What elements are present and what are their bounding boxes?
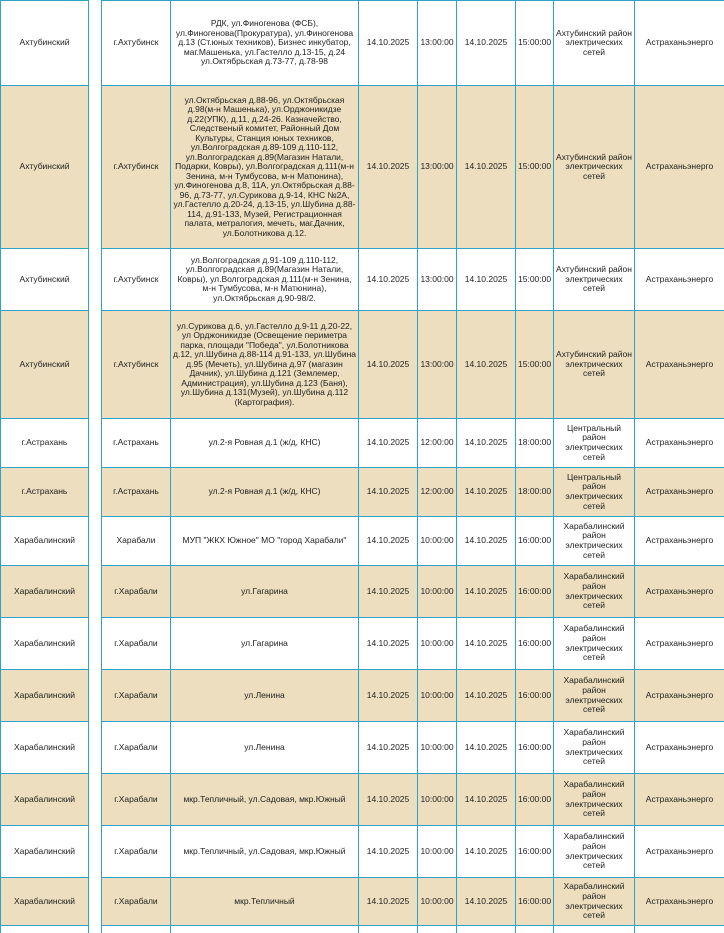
spacer-cell — [89, 419, 102, 468]
addresses-cell: мкр.Тепличный, ул.Садовая, мкр.Южный — [171, 826, 359, 878]
start-time-cell: 10:00:00 — [418, 774, 457, 826]
network-district-cell: Харабалинский район электрических сетей — [554, 566, 635, 618]
spacer-cell — [89, 926, 102, 933]
spacer-cell — [89, 86, 102, 249]
district-cell — [1, 926, 89, 933]
network-district-cell: Ахтубинский район электрических сетей — [554, 86, 635, 249]
city-cell: г.Ахтубинск — [102, 249, 171, 311]
city-cell: г.Харабали — [102, 826, 171, 878]
table-row — [1, 878, 724, 926]
start-time-cell: 10:00:00 — [418, 566, 457, 618]
network-district-cell: Харабалинский район электрических сетей — [554, 878, 635, 926]
end-time-cell: 16:00:00 — [516, 774, 554, 826]
district-cell: г.Астрахань — [1, 468, 89, 517]
company-cell: Астраханьэнерго — [635, 311, 724, 419]
spacer-cell — [89, 517, 102, 566]
addresses-cell: ул.Гагарина — [171, 618, 359, 670]
city-cell: г.Ахтубинск — [102, 311, 171, 419]
start-date-cell: 14.10.2025 — [359, 722, 418, 774]
table-row — [1, 926, 724, 933]
end-date-cell: 14.10.2025 — [457, 722, 516, 774]
table-row — [1, 468, 724, 517]
end-time-cell: 15:00:00 — [516, 86, 554, 249]
spacer-cell — [89, 878, 102, 926]
spacer-cell — [89, 774, 102, 826]
table-row — [1, 249, 724, 311]
end-time-cell: 16:00:00 — [516, 566, 554, 618]
addresses-cell: ул.2-я Ровная д.1 (ж/д, КНС) — [171, 468, 359, 517]
network-district-cell: Центральный район электрических сетей — [554, 419, 635, 468]
city-cell — [102, 926, 171, 933]
end-date-cell: 14.10.2025 — [457, 311, 516, 419]
company-cell: Астраханьэнерго — [635, 670, 724, 722]
network-district-cell: Харабалинский район электрических сетей — [554, 670, 635, 722]
district-cell: Ахтубинский — [1, 1, 89, 86]
district-cell: Ахтубинский — [1, 311, 89, 419]
start-date-cell: 14.10.2025 — [359, 311, 418, 419]
addresses-cell: мкр.Тепличный — [171, 878, 359, 926]
company-cell: Астраханьэнерго — [635, 468, 724, 517]
table-row — [1, 722, 724, 774]
start-date-cell: 14.10.2025 — [359, 774, 418, 826]
addresses-cell: ул.Сурикова д.6, ул.Гастелло д.9-11 д.20-22, ул Орджоникидзе (Освещение периметра парка, площади "Победа", ул.Болотникова д.12, ул.Шубина д.88-114 д.91-133, ул.Шубина д.95 (Мечеть), ул.Шубина д.97 (магазин Дачник), ул.Шубина д.121 (Землемер, Администрация), ул.Шубина д.123 (Баня), ул.Шубина д.131(Музей), ул.Шубина д.112 (Картография). — [171, 311, 359, 419]
start-time-cell: 10:00:00 — [418, 670, 457, 722]
end-time-cell: 16:00:00 — [516, 618, 554, 670]
end-time-cell: 15:00:00 — [516, 1, 554, 86]
addresses-cell: ул.2-я Ровная д.1 (ж/д, КНС) — [171, 419, 359, 468]
city-cell: Харабали — [102, 517, 171, 566]
start-time-cell — [418, 926, 457, 933]
addresses-cell: ул.Ленина — [171, 722, 359, 774]
table-row — [1, 419, 724, 468]
spacer-cell — [89, 311, 102, 419]
table-row — [1, 1, 724, 86]
end-time-cell: 18:00:00 — [516, 468, 554, 517]
addresses-cell — [171, 926, 359, 933]
spacer-cell — [89, 566, 102, 618]
district-cell: Харабалинский — [1, 670, 89, 722]
end-date-cell: 14.10.2025 — [457, 86, 516, 249]
end-date-cell: 14.10.2025 — [457, 419, 516, 468]
company-cell: Астраханьэнерго — [635, 774, 724, 826]
end-date-cell: 14.10.2025 — [457, 1, 516, 86]
network-district-cell: Ахтубинский район электрических сетей — [554, 1, 635, 86]
end-date-cell: 14.10.2025 — [457, 468, 516, 517]
city-cell: г.Харабали — [102, 774, 171, 826]
city-cell: г.Харабали — [102, 722, 171, 774]
end-time-cell — [516, 926, 554, 933]
start-date-cell: 14.10.2025 — [359, 878, 418, 926]
spacer-cell — [89, 722, 102, 774]
addresses-cell: мкр.Тепличный, ул.Садовая, мкр.Южный — [171, 774, 359, 826]
end-date-cell: 14.10.2025 — [457, 826, 516, 878]
table-row — [1, 311, 724, 419]
spacer-cell — [89, 1, 102, 86]
district-cell: Ахтубинский — [1, 249, 89, 311]
addresses-cell: ул.Ленина — [171, 670, 359, 722]
network-district-cell: Ахтубинский район электрических сетей — [554, 311, 635, 419]
table-row — [1, 774, 724, 826]
district-cell: г.Астрахань — [1, 419, 89, 468]
city-cell: г.Астрахань — [102, 419, 171, 468]
table-row — [1, 670, 724, 722]
end-time-cell: 18:00:00 — [516, 419, 554, 468]
start-time-cell: 13:00:00 — [418, 311, 457, 419]
network-district-cell: Харабалинский район электрических сетей — [554, 618, 635, 670]
company-cell: Астраханьэнерго — [635, 249, 724, 311]
end-time-cell: 16:00:00 — [516, 517, 554, 566]
district-cell: Харабалинский — [1, 722, 89, 774]
network-district-cell: Харабалинский район электрических сетей — [554, 722, 635, 774]
company-cell: Астраханьэнерго — [635, 878, 724, 926]
start-date-cell: 14.10.2025 — [359, 86, 418, 249]
spacer-cell — [89, 468, 102, 517]
end-time-cell: 16:00:00 — [516, 878, 554, 926]
end-time-cell: 15:00:00 — [516, 249, 554, 311]
start-date-cell: 14.10.2025 — [359, 566, 418, 618]
start-date-cell: 14.10.2025 — [359, 468, 418, 517]
start-date-cell: 14.10.2025 — [359, 419, 418, 468]
spacer-cell — [89, 249, 102, 311]
end-date-cell: 14.10.2025 — [457, 618, 516, 670]
spacer-cell — [89, 826, 102, 878]
start-date-cell: 14.10.2025 — [359, 249, 418, 311]
city-cell: г.Харабали — [102, 566, 171, 618]
start-time-cell: 13:00:00 — [418, 1, 457, 86]
end-date-cell: 14.10.2025 — [457, 774, 516, 826]
start-date-cell: 14.10.2025 — [359, 826, 418, 878]
company-cell: Астраханьэнерго — [635, 419, 724, 468]
city-cell: г.Харабали — [102, 878, 171, 926]
start-time-cell: 10:00:00 — [418, 722, 457, 774]
company-cell: Астраханьэнерго — [635, 722, 724, 774]
district-cell: Харабалинский — [1, 566, 89, 618]
company-cell: Астраханьэнерго — [635, 618, 724, 670]
end-date-cell: 14.10.2025 — [457, 566, 516, 618]
city-cell: г.Ахтубинск — [102, 86, 171, 249]
district-cell: Харабалинский — [1, 774, 89, 826]
start-time-cell: 12:00:00 — [418, 468, 457, 517]
network-district-cell: Харабалинский район электрических сетей — [554, 826, 635, 878]
end-date-cell: 14.10.2025 — [457, 517, 516, 566]
start-date-cell: 14.10.2025 — [359, 670, 418, 722]
end-date-cell: 14.10.2025 — [457, 878, 516, 926]
start-time-cell: 10:00:00 — [418, 878, 457, 926]
addresses-cell: МУП "ЖКХ Южное" МО "город Харабали" — [171, 517, 359, 566]
network-district-cell: Харабалинский район электрических сетей — [554, 517, 635, 566]
end-date-cell: 14.10.2025 — [457, 670, 516, 722]
city-cell: г.Астрахань — [102, 468, 171, 517]
network-district-cell: Центральный район электрических сетей — [554, 468, 635, 517]
end-time-cell: 15:00:00 — [516, 311, 554, 419]
end-date-cell: 14.10.2025 — [457, 249, 516, 311]
city-cell: г.Харабали — [102, 618, 171, 670]
table-row — [1, 566, 724, 618]
network-district-cell: Ахтубинский район электрических сетей — [554, 249, 635, 311]
start-date-cell: 14.10.2025 — [359, 618, 418, 670]
addresses-cell: ул.Октябрьская д.88-96, ул.Октябрьская д.98(м-н Машенька), ул.Орджоникидзе д.22(УПК), д.11, д.24-26. Казначейство, Следственый комитет, Районный Дом Культуры, Станция юных техников, ул.Волгоградская д.89-109 д.110-112, ул.Волгоградская д.89(Магазин Натали, Подарки, Ковры), ул.Волгоградская д.111(м-н Зенина, м-н Тумбусова, м-н Матюнина), ул.Финогенова д.8, 11А, ул.Октябрьская д.88-96, д.73-77, ул.Сурикова д.9-14, КНС №2А, ул.Гастелло д.20-24, д.13-15, ул.Шубина д.88-114, д.91-133, Музей, Регистрационная палата, метралогия, мечеть, маг.Дачник, ул.Болотникова д.12. — [171, 86, 359, 249]
addresses-cell: ул.Волгоградская д.91-109 д.110-112, ул.Волгоградская д.89(Магазин Натали, Ковры), ул.Волгоградская д.111(м-н Зенина, м-н Тумбусова, м-н Матюнина), ул.Октябрьская д.90-98/2. — [171, 249, 359, 311]
district-cell: Харабалинский — [1, 517, 89, 566]
table-row — [1, 517, 724, 566]
company-cell: Астраханьэнерго — [635, 826, 724, 878]
end-time-cell: 16:00:00 — [516, 826, 554, 878]
addresses-cell: РДК, ул.Финогенова (ФСБ), ул.Финогенова(Прокуратура), ул.Финогенова д.13 (Ст.юных техников), Бизнес инкубатор, маг.Машенька, ул.Гастелло д.13-15, д.24 ул.Октябрьская д.73-77, д.78-98 — [171, 1, 359, 86]
network-district-cell — [554, 926, 635, 933]
spacer-cell — [89, 670, 102, 722]
outage-table-body — [1, 1, 724, 933]
start-date-cell — [359, 926, 418, 933]
table-row — [1, 826, 724, 878]
district-cell: Харабалинский — [1, 826, 89, 878]
end-time-cell: 16:00:00 — [516, 722, 554, 774]
end-date-cell — [457, 926, 516, 933]
spacer-cell — [89, 618, 102, 670]
table-row — [1, 86, 724, 249]
start-time-cell: 10:00:00 — [418, 517, 457, 566]
district-cell: Ахтубинский — [1, 86, 89, 249]
start-time-cell: 10:00:00 — [418, 826, 457, 878]
start-time-cell: 13:00:00 — [418, 86, 457, 249]
start-time-cell: 13:00:00 — [418, 249, 457, 311]
company-cell — [635, 926, 724, 933]
company-cell: Астраханьэнерго — [635, 1, 724, 86]
table-row — [1, 618, 724, 670]
start-time-cell: 10:00:00 — [418, 618, 457, 670]
start-date-cell: 14.10.2025 — [359, 1, 418, 86]
addresses-cell: ул.Гагарина — [171, 566, 359, 618]
network-district-cell: Харабалинский район электрических сетей — [554, 774, 635, 826]
company-cell: Астраханьэнерго — [635, 86, 724, 249]
district-cell: Харабалинский — [1, 878, 89, 926]
start-time-cell: 12:00:00 — [418, 419, 457, 468]
city-cell: г.Харабали — [102, 670, 171, 722]
district-cell: Харабалинский — [1, 618, 89, 670]
company-cell: Астраханьэнерго — [635, 517, 724, 566]
end-time-cell: 16:00:00 — [516, 670, 554, 722]
start-date-cell: 14.10.2025 — [359, 517, 418, 566]
city-cell: г.Ахтубинск — [102, 1, 171, 86]
company-cell: Астраханьэнерго — [635, 566, 724, 618]
